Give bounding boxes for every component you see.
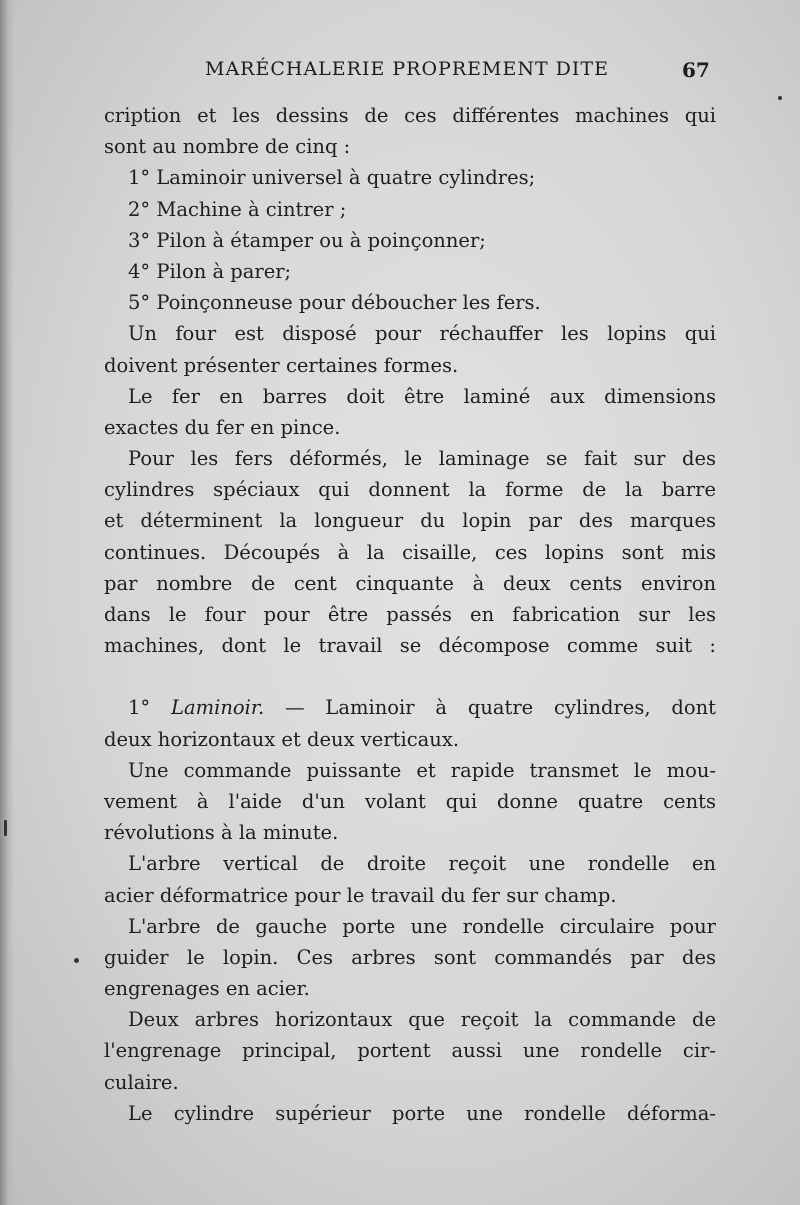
binding-edge xyxy=(0,0,14,1205)
list-item: 3° Pilon à étamper ou à poinçonner; xyxy=(128,228,486,252)
text-line: Deux arbres horizontaux que reçoit la commande de xyxy=(128,1008,716,1032)
text-line: Le fer en barres doit être laminé aux dimensions xyxy=(128,384,716,408)
paper-speck xyxy=(778,96,782,100)
text-line: continues. Découpés à la cisaille, ces lopins sont mis xyxy=(104,540,716,564)
text-line: culaire. xyxy=(104,1070,179,1094)
running-title: MARÉCHALERIE PROPREMENT DITE xyxy=(205,58,609,80)
text-line: Le cylindre supérieur porte une rondelle déforma- xyxy=(128,1101,716,1125)
text-line: cylindres spéciaux qui donnent la forme de la barre xyxy=(104,478,716,502)
body-text xyxy=(104,100,716,1129)
list-item: 4° Pilon à parer; xyxy=(128,259,292,283)
page-header xyxy=(0,58,800,88)
list-item: 5° Poinçonneuse pour déboucher les fers. xyxy=(128,291,541,315)
text-line: deux horizontaux et deux verticaux. xyxy=(104,727,460,751)
text-line: dans le four pour être passés en fabrication sur les xyxy=(104,603,716,626)
text-line: Une commande puissante et rapide transmet le mou- xyxy=(128,758,716,782)
section-heading-line xyxy=(104,692,716,723)
list-item: 1° Laminoir universel à quatre cylindres; xyxy=(128,166,536,190)
text-line: doivent présenter certaines formes. xyxy=(104,353,459,377)
text-line: Pour les fers déformés, le laminage se fait sur des xyxy=(128,447,716,471)
text-line: vement à l'aide d'un volant qui donne quatre cents xyxy=(104,789,716,813)
page-number: 67 xyxy=(682,58,710,82)
paper-mark xyxy=(4,820,7,836)
text-line: et déterminent la longueur du lopin par des marques xyxy=(104,509,716,533)
text-line: révolutions à la minute. xyxy=(104,821,339,845)
text-line: guider le lopin. Ces arbres sont commandés par des xyxy=(104,945,716,969)
text-line: L'arbre vertical de droite reçoit une rondelle en xyxy=(128,852,716,876)
text-line: cription et les dessins de ces différentes machines qui xyxy=(104,104,716,127)
section-number: 1° xyxy=(128,696,151,720)
text-line: acier déformatrice pour le travail du fer sur champ. xyxy=(104,883,617,907)
section-heading-rest: — Laminoir à quatre cylindres, dont xyxy=(264,696,716,720)
text-line: machines, dont le travail se décompose comme suit : xyxy=(104,634,716,658)
text-line: Un four est disposé pour réchauffer les lopins qui xyxy=(128,322,716,346)
section-gap xyxy=(104,661,716,692)
text-line: L'arbre de gauche porte une rondelle circulaire pour xyxy=(128,914,716,938)
text-line: par nombre de cent cinquante à deux cents environ xyxy=(104,571,716,595)
text-line: sont au nombre de cinq : xyxy=(104,135,351,159)
text-line: l'engrenage principal, portent aussi une rondelle cir- xyxy=(104,1039,716,1063)
paper-speck xyxy=(74,958,79,963)
text-line: exactes du fer en pince. xyxy=(104,415,341,439)
list-item: 2° Machine à cintrer ; xyxy=(128,197,347,221)
section-title: Laminoir. xyxy=(171,696,265,720)
text-line: engrenages en acier. xyxy=(104,977,310,1001)
